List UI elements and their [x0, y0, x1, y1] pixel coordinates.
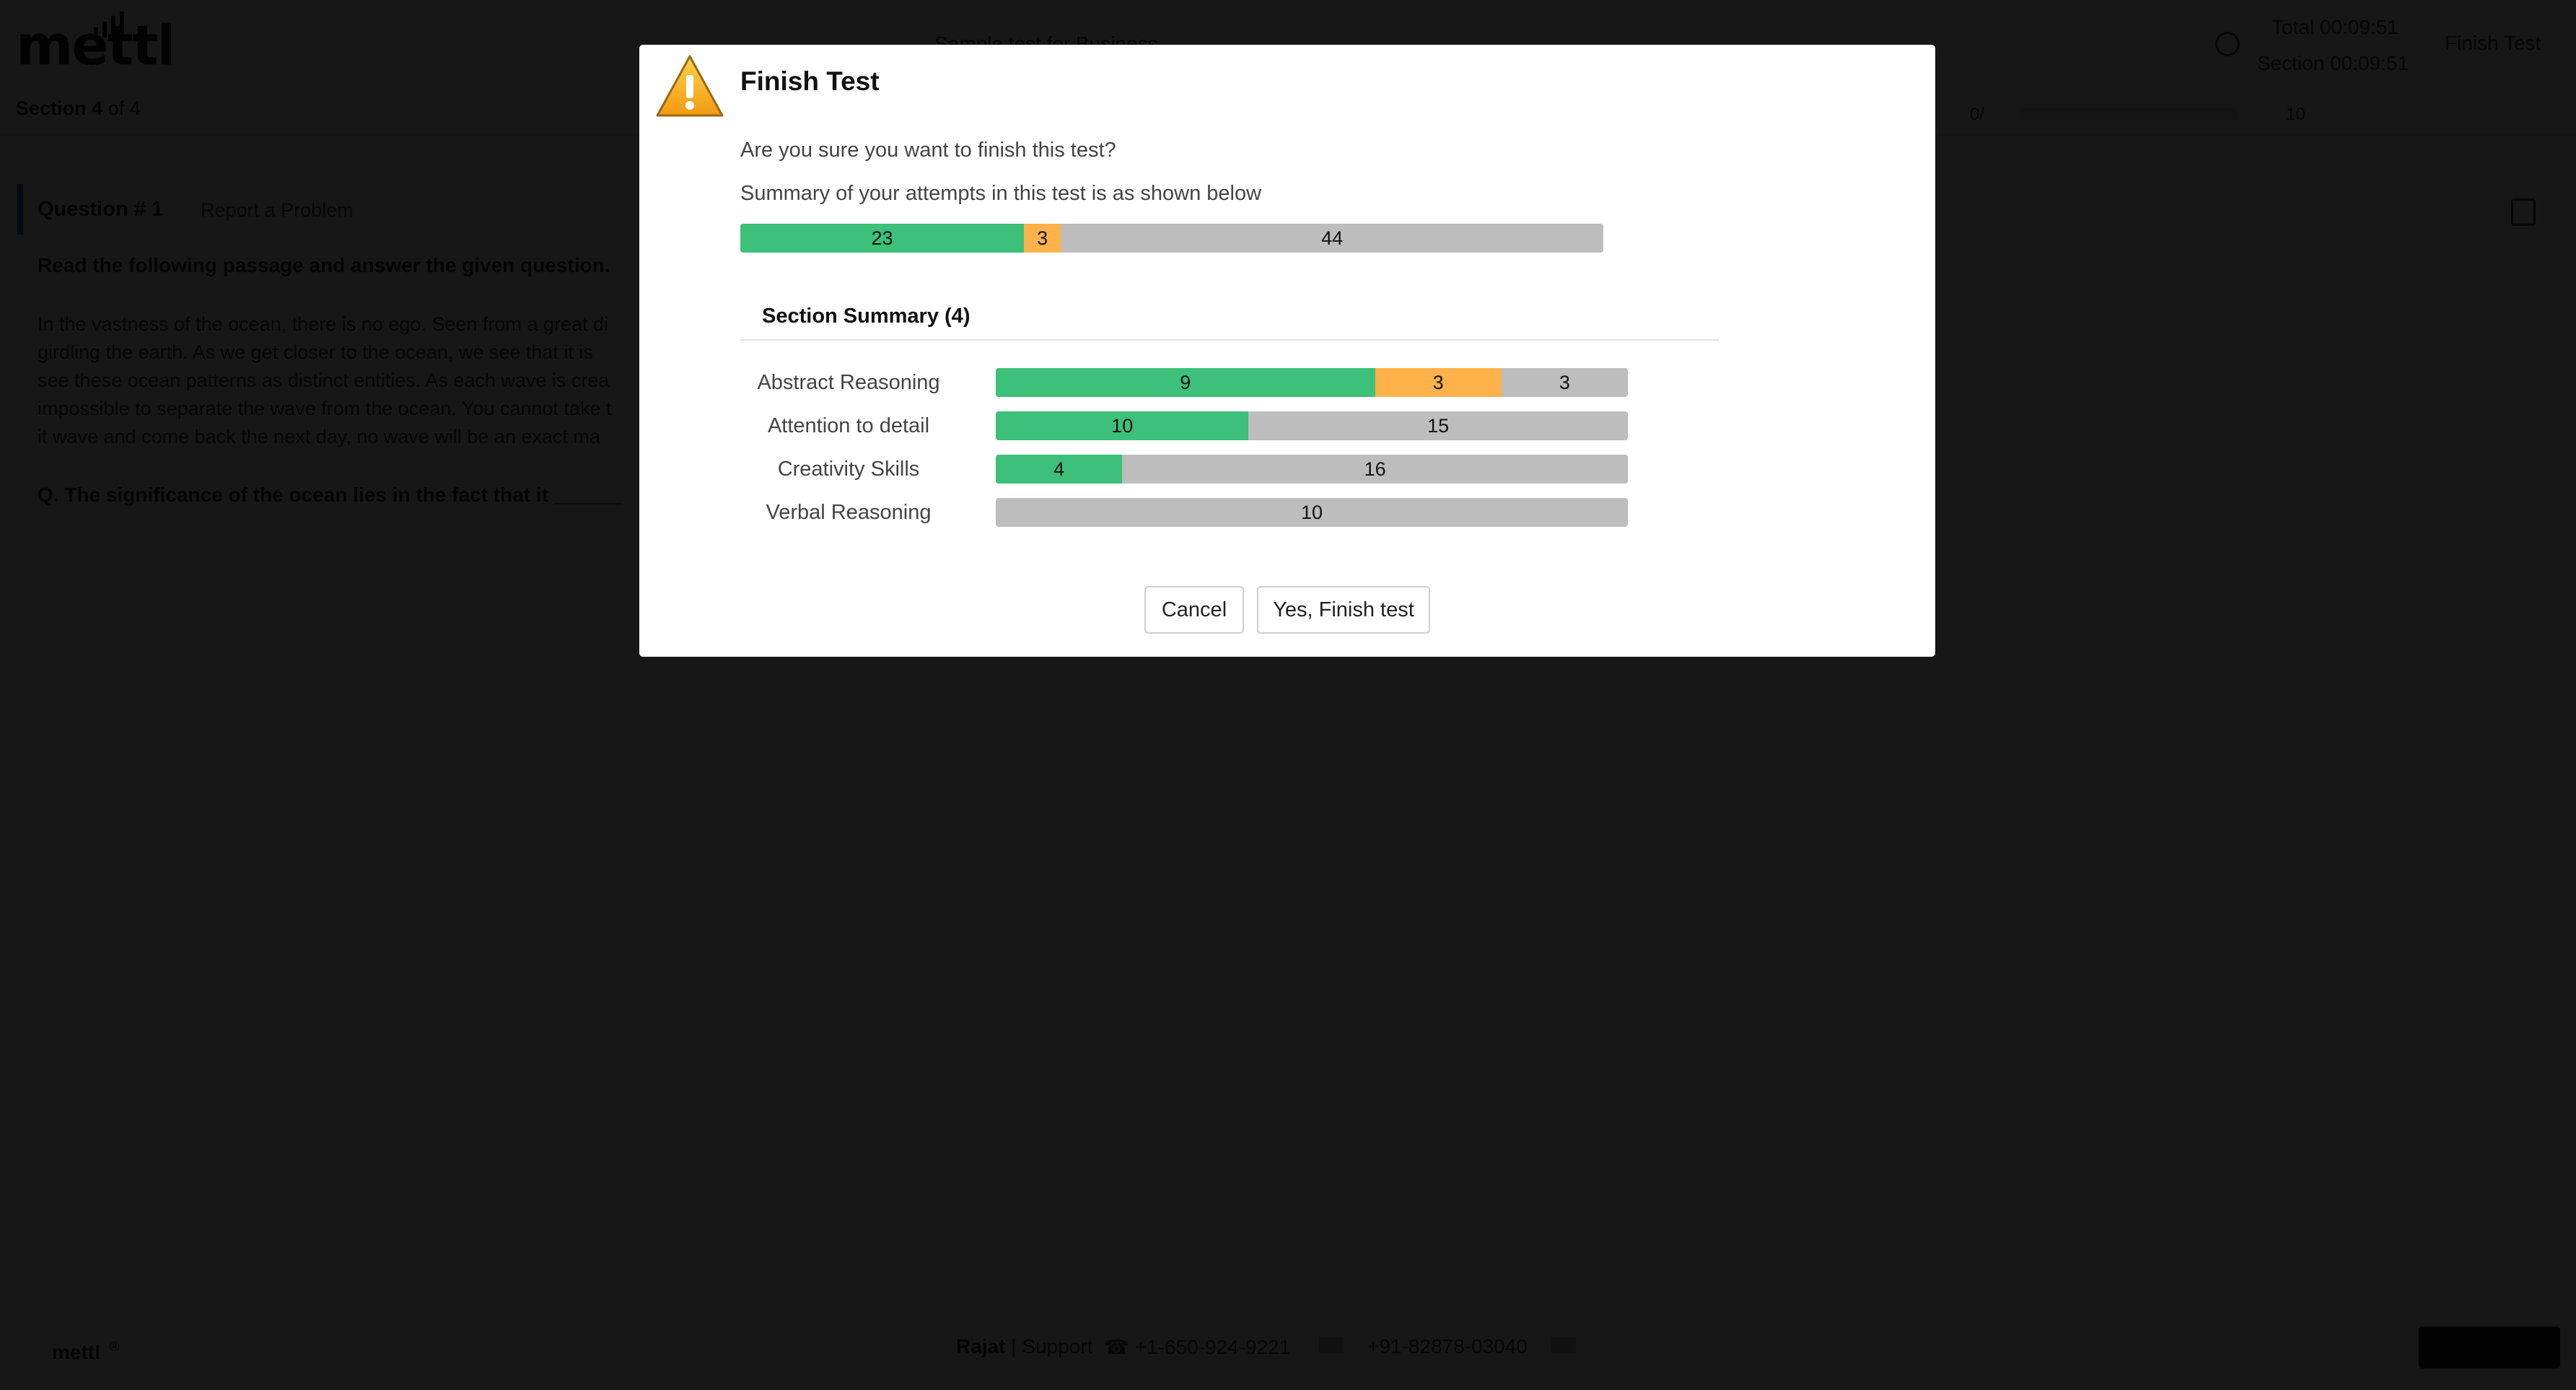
- overall-attempts-bar: [740, 224, 1603, 253]
- bar-segment-attempted: 4: [996, 455, 1122, 484]
- section-summary-divider: [740, 339, 1719, 341]
- confirm-finish-button[interactable]: Yes, Finish test: [1257, 586, 1430, 634]
- bar-segment-not-attempted: 15: [1248, 411, 1628, 440]
- section-attempts-bar: [996, 368, 1628, 397]
- section-name: Creativity Skills: [777, 458, 920, 481]
- section-name: Attention to detail: [767, 414, 930, 437]
- section-name: Abstract Reasoning: [757, 371, 940, 394]
- dialog-summary-text: Summary of your attempts in this test is as shown below: [740, 182, 1262, 205]
- bar-segment-attempted: 10: [996, 411, 1248, 440]
- dialog-title: Finish Test: [740, 66, 880, 96]
- bar-segment-not-attempted: 44: [1061, 224, 1603, 253]
- section-summary-title: Section Summary (4): [762, 305, 971, 328]
- cancel-button[interactable]: Cancel: [1144, 586, 1244, 634]
- bar-segment-marked: 3: [1375, 368, 1502, 397]
- bar-segment-not-attempted: 3: [1502, 368, 1628, 397]
- dialog-question: Are you sure you want to finish this test?: [740, 139, 1116, 162]
- warning-icon: [654, 52, 726, 121]
- bar-segment-attempted: 23: [740, 224, 1024, 253]
- section-attempts-bar: [996, 498, 1628, 527]
- bar-segment-attempted: 9: [996, 368, 1375, 397]
- bar-segment-marked: 3: [1024, 224, 1061, 253]
- section-name: Verbal Reasoning: [766, 501, 932, 524]
- bar-segment-not-attempted: 10: [996, 498, 1628, 527]
- section-attempts-bar: [996, 411, 1628, 440]
- finish-test-dialog: [639, 45, 1935, 657]
- bar-segment-not-attempted: 16: [1122, 455, 1628, 484]
- section-attempts-bar: [996, 455, 1628, 484]
